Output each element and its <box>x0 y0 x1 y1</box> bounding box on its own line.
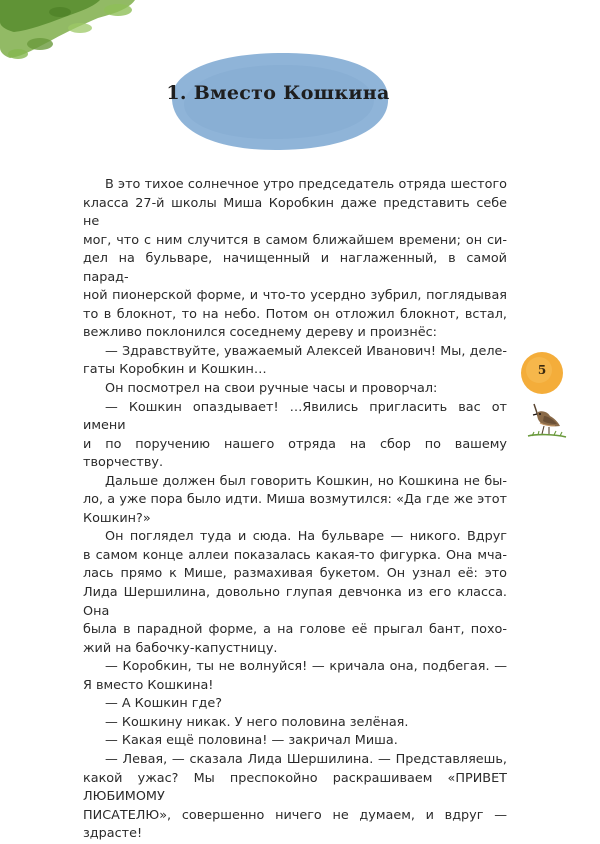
text-line: — Левая, — сказала Лида Шершилина. — Представляешь, <box>105 751 507 767</box>
chapter-title: 1. Вместо Кошкина <box>166 82 390 104</box>
text-line: — Какая ещё половина! — закричал Миша. <box>105 733 398 749</box>
text-line: — Коробкин, ты не волнуйся! — кричала она, подбегая. — <box>105 659 507 675</box>
text-line: ло, а уже пора было идти. Миша возмутился: «Да где же этот <box>83 492 507 508</box>
text-line: и по поручению нашего отряда на сбор по вашему творчеству. <box>83 436 507 471</box>
text-line: в самом конце аллеи показалась какая-то фигурка. Она мча- <box>83 547 507 563</box>
text-line: ПИСАТЕЛЮ», совершенно ничего не думаем, и вдруг — здрасте! <box>83 807 507 842</box>
text-line: то в блокнот, то на небо. Потом он отложил блокнот, встал, <box>83 306 507 322</box>
text-line: — А Кошкин где? <box>105 696 223 712</box>
text-line: — Кошкин опаздывает! …Явились пригласить вас от имени <box>83 399 507 434</box>
text-line: Кошкин?» <box>83 510 151 526</box>
text-line: мог, что с ним случится в самом ближайшем времени; он си- <box>83 232 507 248</box>
text-line: Я вместо Кошкина! <box>83 677 214 693</box>
bird-illustration <box>524 396 568 442</box>
text-line: — Здравствуйте, уважаемый Алексей Иванович! Мы, деле- <box>105 343 507 359</box>
text-line: — Кошкину никак. У него половина зелёная. <box>105 714 409 730</box>
text-line: была в парадной форме, а на голове её прыгал бант, похо- <box>83 622 507 638</box>
text-line: лась прямо к Мише, размахивая букетом. Он узнал её: это <box>83 566 507 582</box>
text-line: ной пионерской форме, и что-то усердно зубрил, поглядывая <box>83 288 507 304</box>
text-line: Дальше должен был говорить Кошкин, но Кошкина не бы- <box>105 473 507 489</box>
text-line: Лида Шершилина, довольно глупая девчонка из его класса. Она <box>83 585 507 619</box>
page-number: 5 <box>537 363 547 377</box>
text-line: гаты Коробкин и Кошкин… <box>83 362 267 378</box>
text-line: Он посмотрел на свои ручные часы и проворчал: <box>105 381 438 397</box>
text-line: дел на бульваре, начищенный и наглаженный, в самой парад- <box>83 251 507 285</box>
chapter-text <box>83 176 507 844</box>
text-line: какой ужас? Мы преспокойно раскрашиваем «ПРИВЕТ ЛЮБИМОМУ <box>83 770 507 805</box>
text-line: класса 27-й школы Миша Коробкин даже представить себе не <box>83 195 507 230</box>
text-line: В это тихое солнечное утро председатель отряда шестого <box>105 177 507 192</box>
text-line: жий на бабочку-капустницу. <box>83 640 278 656</box>
text-line: вежливо поклонился соседнему дереву и произнёс: <box>83 325 437 341</box>
leaves-illustration <box>0 0 150 70</box>
text-line: Он поглядел туда и сюда. На бульваре — никого. Вдруг <box>105 529 507 545</box>
